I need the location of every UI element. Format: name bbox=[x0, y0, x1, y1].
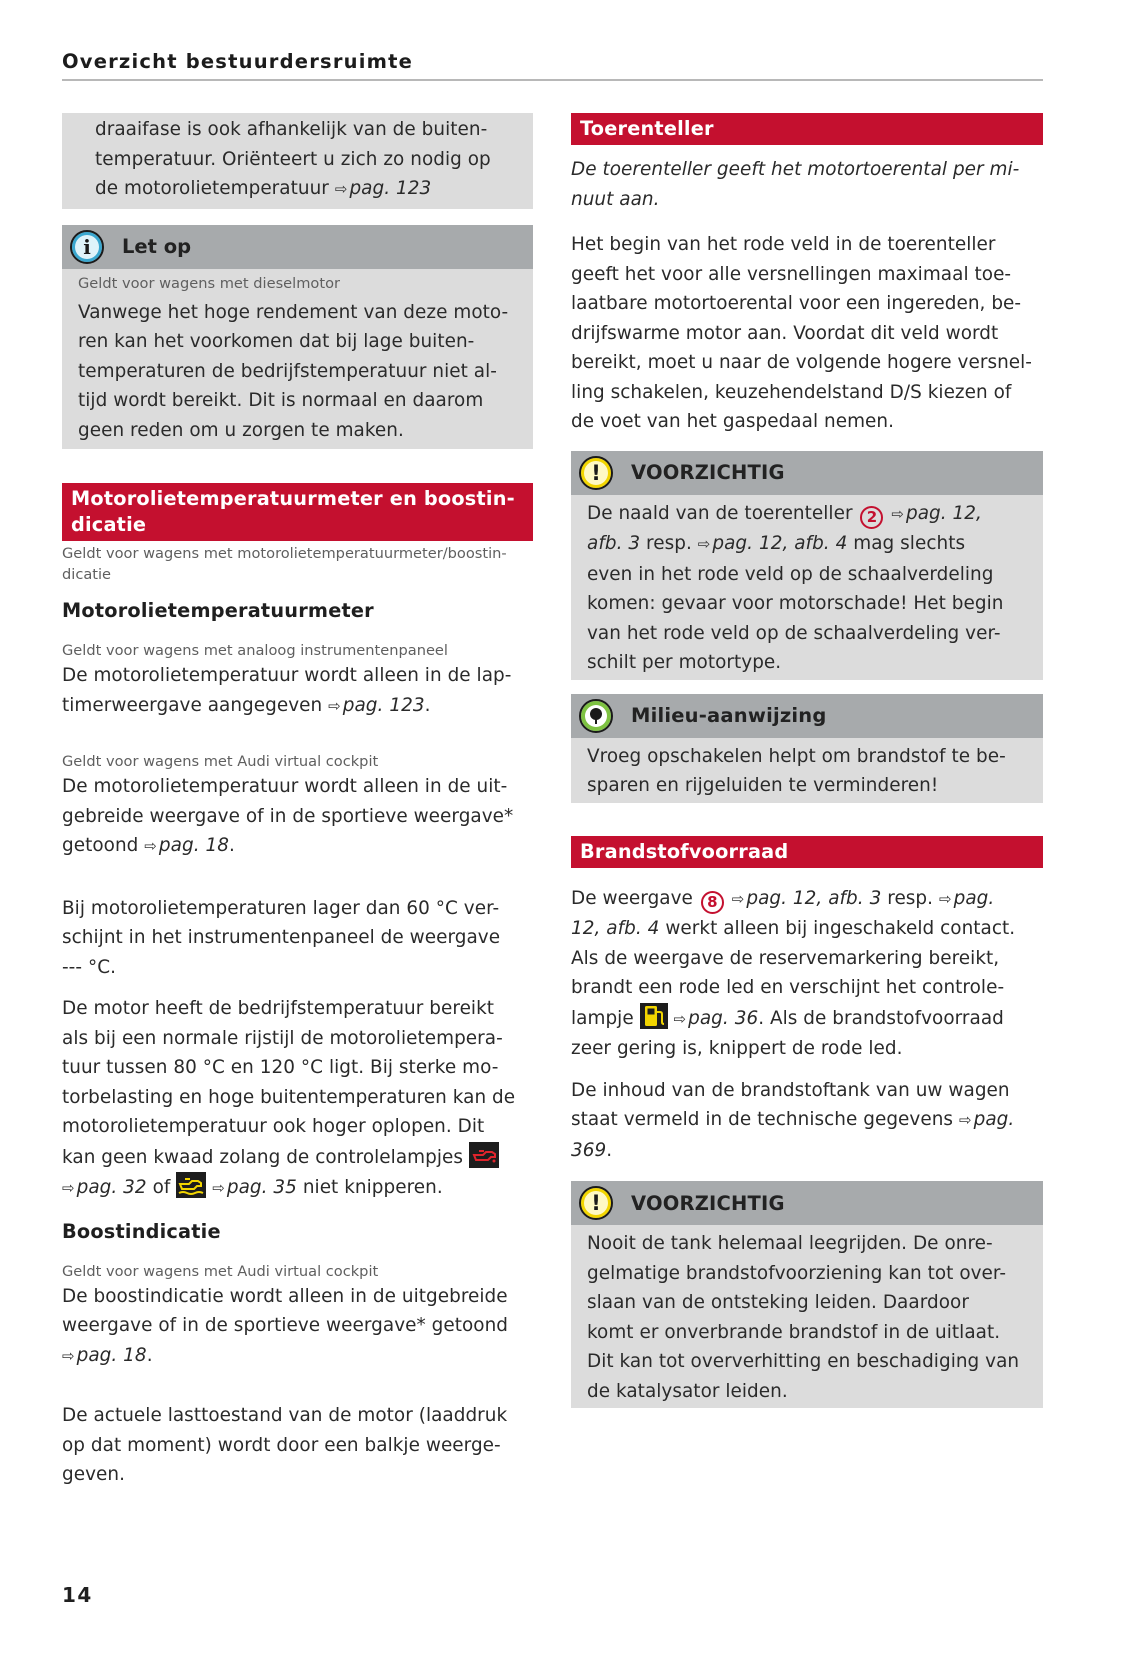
notice-line: gelmatige brandstofvoorziening kan tot over- bbox=[587, 1262, 1007, 1284]
paragraph-text: timerweergave aangegeven bbox=[62, 694, 323, 716]
paragraph-line: De actuele lasttoestand van de motor (laaddruk bbox=[62, 1405, 508, 1426]
page-ref-link[interactable]: pag. 18 bbox=[76, 1344, 147, 1366]
paragraph-tank-capacity bbox=[571, 1076, 1043, 1166]
paragraph-line: op dat moment) wordt door een balkje weerge- bbox=[62, 1434, 501, 1456]
notice-line: tijd wordt bereikt. Dit is normaal en daarom bbox=[78, 390, 484, 411]
callout-number: 8 bbox=[701, 891, 724, 914]
paragraph-line: drijfswarme motor aan. Voordat dit veld wordt bbox=[571, 322, 999, 344]
notice-let-op bbox=[62, 225, 533, 450]
paragraph-line: De boostindicatie wordt alleen in de uitgebreide bbox=[62, 1285, 508, 1307]
continuation-text: de motorolietemperatuur bbox=[95, 178, 329, 199]
figure-ref[interactable]: afb. 3 bbox=[587, 533, 641, 554]
paragraph-line bbox=[62, 1142, 533, 1173]
paragraph-line: De motorolietemperatuur wordt alleen in de uit- bbox=[62, 776, 508, 797]
arrow-right-icon: ⇨ bbox=[731, 889, 745, 908]
paragraph-toerenteller bbox=[571, 230, 1043, 437]
notice-line: Vroeg opschakelen helpt om brandstof te be- bbox=[587, 745, 1006, 767]
paragraph-operating-temp bbox=[62, 994, 533, 1204]
section-heading bbox=[62, 483, 533, 541]
notice-title: Let op bbox=[122, 235, 192, 258]
paragraph-line bbox=[571, 1003, 1043, 1035]
arrow-right-icon: ⇨ bbox=[958, 1111, 972, 1129]
paragraph-line bbox=[571, 1105, 1043, 1136]
notice-line: sparen en rijgeluiden te verminderen! bbox=[587, 775, 939, 796]
section-title-line: dicatie bbox=[71, 513, 147, 536]
paragraph-text: . Als de brandstofvoorraad bbox=[758, 1007, 1004, 1029]
page-ref-link[interactable]: pag. bbox=[953, 887, 995, 909]
paragraph-text: resp. bbox=[887, 887, 934, 909]
continuation-line bbox=[95, 174, 513, 205]
notice-header bbox=[571, 451, 1043, 495]
notice-header bbox=[571, 694, 1043, 738]
notice-line bbox=[587, 499, 1027, 530]
notice-line: even in het rode veld op de schaalverdeling bbox=[587, 563, 994, 585]
paragraph-line: --- °C. bbox=[62, 956, 116, 978]
paragraph-text: De weergave bbox=[571, 887, 693, 909]
applies-line: dicatie bbox=[62, 566, 112, 583]
paragraph-line: als bij een normale rijstijl de motorolietempera- bbox=[62, 1027, 503, 1049]
callout-number: 2 bbox=[860, 506, 883, 529]
caution-notice bbox=[571, 451, 1043, 680]
notice-body bbox=[62, 269, 533, 450]
paragraph-line bbox=[62, 1172, 533, 1204]
page-number: 14 bbox=[62, 1583, 93, 1607]
notice-line: ren kan het voorkomen dat bij lage buiten- bbox=[78, 331, 475, 352]
paragraph-line: gebreide weergave of in de sportieve weergave* bbox=[62, 805, 514, 827]
paragraph-line: torbelasting en hoge buitentemperaturen kan de bbox=[62, 1086, 516, 1108]
paragraph-line: De motor heeft de bedrijfstemperatuur bereikt bbox=[62, 998, 495, 1019]
paragraph-line: 369. bbox=[571, 1139, 613, 1161]
page-title: Overzicht bestuurdersruimte bbox=[62, 50, 414, 73]
notice-line: Nooit de tank helemaal leegrijden. De onre- bbox=[587, 1233, 993, 1254]
arrow-right-icon: ⇨ bbox=[212, 1179, 225, 1197]
info-icon: i bbox=[70, 230, 104, 264]
page-ref-link[interactable]: 12, afb. 4 bbox=[571, 918, 660, 939]
section-heading-brandstof: Brandstofvoorraad bbox=[571, 836, 1043, 868]
arrow-right-icon: ⇨ bbox=[938, 889, 952, 908]
paragraph-text: of bbox=[152, 1177, 171, 1198]
page-ref-link[interactable]: pag. 18 bbox=[158, 835, 229, 856]
tree-icon bbox=[579, 699, 613, 733]
paragraph-brandstof bbox=[571, 884, 1043, 1064]
page-ref-link[interactable]: pag. 12, bbox=[906, 502, 982, 524]
paragraph-line: getoond ⇨ pag. 18. bbox=[62, 835, 235, 856]
notice-header bbox=[571, 1181, 1043, 1225]
paragraph-line bbox=[571, 914, 1043, 944]
page-ref-link[interactable]: pag. 123 bbox=[342, 694, 425, 716]
notice-line: Dit kan tot oververhitting en beschadiging van bbox=[587, 1351, 1020, 1372]
notice-line: de katalysator leiden. bbox=[587, 1380, 788, 1402]
arrow-right-icon: ⇨ bbox=[673, 1009, 687, 1028]
paragraph-text: staat vermeld in de technische gegevens bbox=[571, 1109, 954, 1130]
subheading-boost: Boostindicatie bbox=[62, 1219, 221, 1243]
section-heading-toerenteller: Toerenteller bbox=[571, 113, 1043, 145]
notice-line: schilt per motortype. bbox=[587, 652, 782, 673]
applies-note: Geldt voor wagens met analoog instrumentenpaneel bbox=[62, 642, 448, 659]
arrow-right-icon: ⇨ bbox=[334, 180, 348, 198]
paragraph-line: ling schakelen, keuzehendelstand D/S kiezen of bbox=[571, 381, 1012, 403]
applies-line: Geldt voor wagens met motorolietemperatuurmeter/boostin- bbox=[62, 545, 507, 562]
arrow-right-icon: ⇨ bbox=[697, 535, 711, 553]
paragraph-line: De inhoud van de brandstoftank van uw wagen bbox=[571, 1079, 1010, 1101]
paragraph-line: bereikt, moet u naar de volgende hogere versnel- bbox=[571, 352, 1032, 373]
warning-icon: ! bbox=[579, 1186, 613, 1220]
paragraph-line: ⇨ pag. 18. bbox=[62, 1344, 153, 1366]
notice-line: komen: gevaar voor motorschade! Het begin bbox=[587, 593, 1004, 614]
paragraph-line: schijnt in het instrumentenpaneel de weergave bbox=[62, 927, 501, 948]
applies-note: Geldt voor wagens met dieselmotor bbox=[78, 274, 340, 292]
paragraph-line: De motorolietemperatuur wordt alleen in de lap- bbox=[62, 665, 512, 686]
paragraph-line: weergave of in de sportieve weergave* getoond bbox=[62, 1315, 509, 1336]
notice-title: VOORZICHTIG bbox=[631, 461, 785, 484]
paragraph-line: brandt een rode led en verschijnt het controle- bbox=[571, 977, 1005, 998]
notice-line: van het rode veld op de schaalverdeling ver- bbox=[587, 622, 1001, 644]
applies-note: Geldt voor wagens met Audi virtual cockpit bbox=[62, 753, 379, 770]
paragraph-line: tuur tussen 80 °C en 120 °C ligt. Bij sterke mo- bbox=[62, 1057, 499, 1078]
paragraph-line: Als de weergave de reservemarkering bereikt, bbox=[571, 947, 1000, 969]
notice-header bbox=[62, 225, 533, 269]
paragraph-line: geven. bbox=[62, 1464, 125, 1485]
left-column bbox=[62, 113, 533, 1490]
intro-toerenteller bbox=[571, 155, 1043, 214]
page-ref-link[interactable]: pag. bbox=[973, 1109, 1015, 1130]
paragraph-text: niet knipperen. bbox=[302, 1177, 443, 1198]
environment-notice bbox=[571, 694, 1043, 803]
notice-line: temperaturen de bedrijfstemperatuur niet al- bbox=[78, 360, 497, 382]
oil-pressure-red-lamp-icon bbox=[469, 1142, 499, 1168]
arrow-right-icon: ⇨ bbox=[62, 1346, 75, 1365]
notice-text: resp. bbox=[646, 533, 692, 554]
warning-icon: ! bbox=[579, 456, 613, 490]
paragraph-line: de voet van het gaspedaal nemen. bbox=[571, 411, 895, 432]
page-ref-link[interactable]: pag. 36 bbox=[688, 1007, 759, 1029]
notice-line: slaan van de ontsteking leiden. Daardoor bbox=[587, 1292, 969, 1313]
notice-body bbox=[571, 1225, 1043, 1408]
arrow-right-icon: ⇨ bbox=[891, 504, 904, 523]
paragraph-text: werkt alleen bij ingeschakeld contact. bbox=[665, 918, 1016, 939]
notice-line: Vanwege het hoge rendement van deze moto- bbox=[78, 301, 509, 323]
paragraph-text: lampje bbox=[571, 1007, 634, 1029]
paragraph-low-temp bbox=[62, 894, 533, 983]
page-ref-link[interactable]: pag. 12, afb. 3 bbox=[746, 887, 882, 909]
section-title-line: Motorolietemperatuurmeter en boostin- bbox=[71, 487, 515, 510]
page-header bbox=[62, 50, 1043, 81]
applies-note: Geldt voor wagens met Audi virtual cockpit bbox=[62, 1262, 379, 1280]
notice-text: mag slechts bbox=[853, 533, 966, 554]
paragraph-line: Het begin van het rode veld in de toerenteller bbox=[571, 234, 996, 255]
arrow-right-icon: ⇨ bbox=[144, 837, 157, 855]
applies-note bbox=[62, 543, 533, 585]
paragraph-line: zeer gering is, knippert de rode led. bbox=[571, 1038, 903, 1059]
notice-line: komt er onverbrande brandstof in de uitlaat. bbox=[587, 1321, 1001, 1343]
paragraph-line bbox=[571, 884, 1043, 915]
paragraph-line: motorolietemperatuur ook hoger oplopen. Dit bbox=[62, 1116, 485, 1137]
page-ref-link[interactable]: pag. 35 bbox=[226, 1177, 297, 1198]
paragraph-line: Bij motorolietemperaturen lager dan 60 °C ver- bbox=[62, 897, 500, 919]
notice-body bbox=[571, 738, 1043, 803]
paragraph-line: timerweergave aangegeven ⇨ pag. 123. bbox=[62, 694, 431, 716]
intro-line: De toerenteller geeft het motortoerental per mi- bbox=[571, 159, 1020, 180]
continuation-line: temperatuur. Oriënteert u zich zo nodig op bbox=[95, 148, 491, 170]
paragraph-line: geeft het voor alle versnellingen maximaal toe- bbox=[571, 263, 1012, 285]
notice-line bbox=[587, 529, 1027, 560]
oil-level-yellow-lamp-icon bbox=[176, 1172, 206, 1198]
paragraph-text: getoond bbox=[62, 835, 139, 856]
caution-notice bbox=[571, 1181, 1043, 1408]
page-ref-link[interactable]: pag. 32 bbox=[76, 1177, 147, 1198]
notice-line: geen reden om u zorgen te maken. bbox=[78, 419, 404, 441]
fuel-lamp-icon bbox=[640, 1003, 668, 1029]
continuation-box bbox=[62, 113, 533, 209]
continuation-line: draaifase is ook afhankelijk van de buiten- bbox=[95, 119, 488, 140]
notice-title: Milieu-aanwijzing bbox=[631, 704, 827, 727]
subheading-oil-temp: Motorolietemperatuurmeter bbox=[62, 599, 374, 622]
right-column bbox=[571, 113, 1043, 1408]
notice-title: VOORZICHTIG bbox=[631, 1191, 785, 1215]
paragraph-text: kan geen kwaad zolang de controlelampjes bbox=[62, 1146, 463, 1168]
intro-line: nuut aan. bbox=[571, 188, 660, 210]
page-ref-link[interactable]: pag. 123 bbox=[349, 178, 432, 199]
notice-body bbox=[571, 495, 1043, 680]
page-ref-link[interactable]: pag. 12, afb. 4 bbox=[712, 533, 848, 554]
arrow-right-icon: ⇨ bbox=[62, 1179, 75, 1197]
paragraph-line: laatbare motortoerental voor een ingereden, be- bbox=[571, 293, 1022, 314]
page-ref-link[interactable]: 369 bbox=[571, 1139, 607, 1161]
arrow-right-icon: ⇨ bbox=[328, 696, 341, 715]
notice-text: De naald van de toerenteller bbox=[587, 502, 853, 524]
paragraph-boost-bar bbox=[62, 1401, 533, 1490]
